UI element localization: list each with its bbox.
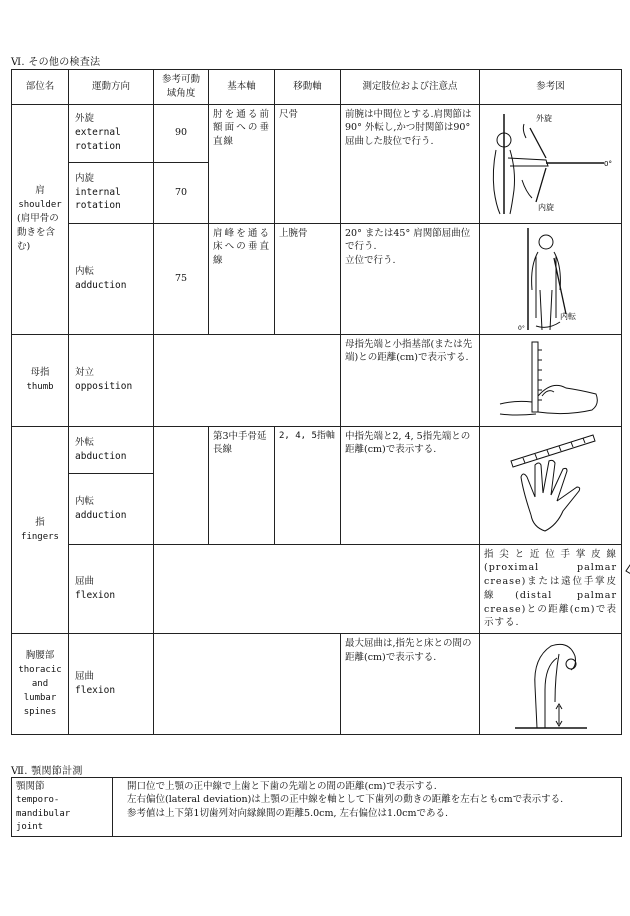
moving-axis-rotation: 尺骨 — [275, 104, 341, 223]
notes-adduction: 20° または45° 肩関節屈曲位で行う. 立位で行う. — [341, 223, 480, 334]
motion-finger-abduction: 外転 abduction — [69, 426, 154, 473]
shoulder-adduction-figure — [516, 226, 586, 332]
finger-flexion-figure — [622, 551, 630, 627]
finger-angle-blank — [154, 426, 209, 544]
label-zero-adduction: 0° — [517, 324, 525, 332]
part-fingers: 指 fingers — [12, 426, 69, 634]
base-axis-rotation: 肘を通る前額面への垂直線 — [209, 104, 275, 223]
thumb-blank-cell — [154, 334, 341, 426]
angle-adduction: 75 — [154, 223, 209, 334]
moving-axis-adduction: 上腕骨 — [275, 223, 341, 334]
figure-thumb — [480, 334, 622, 426]
motion-opposition: 対立 opposition — [69, 334, 154, 426]
figure-spine — [480, 634, 622, 735]
header-moving-axis: 移動軸 — [275, 70, 341, 105]
spine-blank-cell — [154, 634, 341, 735]
tmj-note-3: 参考値は上下第1切歯列対向縁線間の距離5.0cm, 左右偏位は1.0cmである. — [127, 807, 448, 819]
label-adduction: 内転 — [559, 311, 576, 321]
header-range: 参考可動 域角度 — [154, 70, 209, 105]
notes-opposition: 母指先端と小指基部(または先端)との距離(cm)で表示する. — [341, 334, 480, 426]
tmj-note-1: 開口位で上顎の正中線で上歯と下歯の先端との間の距離(cm)で表示する. — [127, 781, 437, 792]
motion-spine-flexion: 屈曲 flexion — [69, 634, 154, 735]
figure-shoulder-rotation — [480, 104, 622, 223]
motion-adduction: 内転 adduction — [69, 223, 154, 334]
header-motion: 運動方向 — [69, 70, 154, 105]
motion-finger-adduction: 内転 adduction — [69, 473, 154, 544]
header-position-notes: 測定肢位および注意点 — [341, 70, 480, 105]
shoulder-rotation-figure — [486, 110, 616, 218]
tmj-note-2: 左右偏位(lateral deviation)は上顎の正中線を軸として下歯列の動きの距離を左右ともcmで表示する. — [127, 794, 564, 806]
label-external: 外旋 — [535, 113, 552, 123]
header-figure: 参考図 — [480, 70, 622, 105]
motion-external-rotation: 外旋 external rotation — [69, 104, 154, 162]
spine-flexion-figure — [511, 636, 591, 732]
angle-internal-rotation: 70 — [154, 162, 209, 223]
tmj-notes — [113, 778, 622, 837]
label-zero: 0° — [603, 159, 612, 168]
notes-spine-flexion: 最大屈曲は,指先と床との間の距離(cm)で表示する. — [341, 634, 480, 735]
figure-shoulder-adduction — [480, 223, 622, 334]
thumb-opposition-figure — [496, 340, 606, 420]
finger-abduction-figure — [501, 431, 601, 539]
header-part: 部位名 — [12, 70, 69, 105]
motion-finger-flexion: 屈曲 flexion — [69, 544, 154, 634]
section-6-title: Ⅵ. その他の検査法 — [11, 57, 101, 68]
figure-finger-abduction — [480, 426, 622, 544]
base-axis-fingers: 第3中手骨延長線 — [209, 426, 275, 544]
header-base-axis: 基本軸 — [209, 70, 275, 105]
notes-finger-flexion: 指尖と近位手掌皮線(proximal palmar crease)または遠位手掌皮線(distal palmar crease)との距離(cm)で表示する. — [480, 544, 622, 634]
part-tmj: 顎関節 temporo- mandibular joint — [12, 778, 113, 837]
part-shoulder-note: (肩甲骨の動きを含む) — [17, 213, 59, 252]
moving-axis-fingers: 2, 4, 5指軸 — [275, 426, 341, 544]
part-spine: 胸腰部 thoracic and lumbar spines — [12, 634, 69, 735]
finger-flexion-blank — [154, 544, 480, 634]
section-7-title: Ⅶ. 顎関節計測 — [11, 766, 83, 777]
motion-internal-rotation: 内旋 internal rotation — [69, 162, 154, 223]
label-internal: 内旋 — [537, 202, 554, 212]
notes-finger-abduction: 中指先端と2, 4, 5指先端との距離(cm)で表示する. — [341, 426, 480, 544]
part-shoulder: 肩 shoulder (肩甲骨の動きを含む) — [12, 104, 69, 334]
angle-external-rotation: 90 — [154, 104, 209, 162]
base-axis-adduction: 肩峰を通る床への垂直線 — [209, 223, 275, 334]
tmj-table — [11, 777, 622, 837]
notes-rotation: 前腕は中間位とする.肩関節は90° 外転し,かつ肘関節は90° 屈曲した肢位で行う. — [341, 104, 480, 223]
part-thumb: 母指 thumb — [12, 334, 69, 426]
other-tests-table — [11, 69, 622, 735]
